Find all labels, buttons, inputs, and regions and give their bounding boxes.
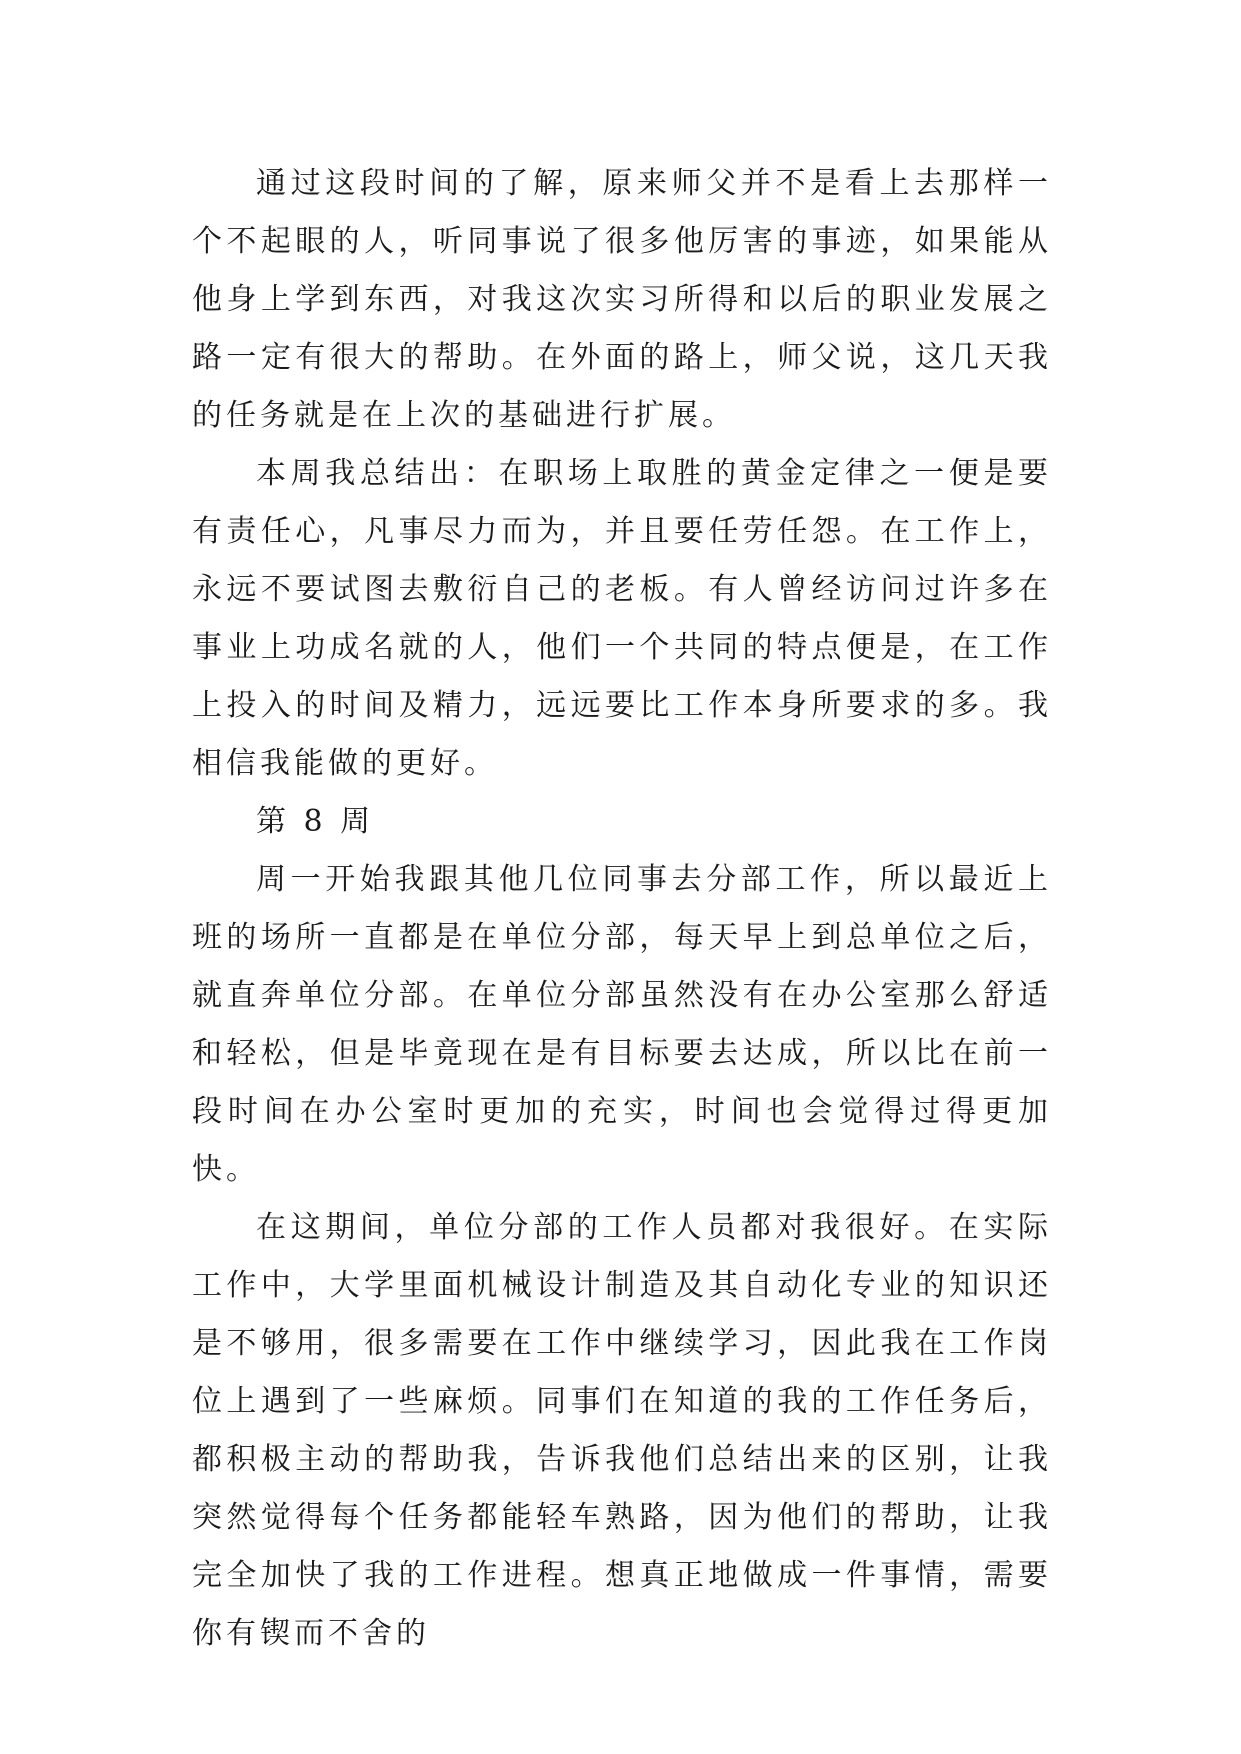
paragraph-branch-work: 周一开始我跟其他几位同事去分部工作，所以最近上班的场所一直都是在单位分部，每天早上到总单位之后，就直奔单位分部。在单位分部虽然没有在办公室那么舒适和轻松，但是毕竟现在是有目标要去达成，所以比在前一段时间在办公室时更加的充实，时间也会觉得过得更加快。: [192, 862, 1052, 1187]
week-heading: 第 8 周: [256, 804, 375, 839]
paragraph-understanding-mentor: 通过这段时间的了解，原来师父并不是看上去那样一个不起眼的人，听同事说了很多他厉害的事迹，如果能从他身上学到东西，对我这次实习所得和以后的职业发展之路一定有很大的帮助。在外面的路上，师父说，这几天我的任务就是在上次的基础进行扩展。: [192, 166, 1052, 433]
paragraph-colleague-help: 在这期间，单位分部的工作人员都对我很好。在实际工作中，大学里面机械设计制造及其自动化专业的知识还是不够用，很多需要在工作中继续学习，因此我在工作岗位上遇到了一些麻烦。同事们在知道的我的工作任务后，都积极主动的帮助我，告诉我他们总结出来的区别，让我突然觉得每个任务都能轻车熟路，因为他们的帮助，让我完全加快了我的工作进程。想真正地做成一件事情，需要你有锲而不舍的: [192, 1210, 1052, 1651]
body-text: [192, 155, 1052, 1663]
paragraph-weekly-summary: 本周我总结出：在职场上取胜的黄金定律之一便是要有责任心，凡事尽力而为，并且要任劳任怨。在工作上，永远不要试图去敷衍自己的老板。有人曾经访问过许多在事业上功成名就的人，他们一个共同的特点便是，在工作上投入的时间及精力，远远要比工作本身所要求的多。我相信我能做的更好。: [192, 456, 1052, 781]
